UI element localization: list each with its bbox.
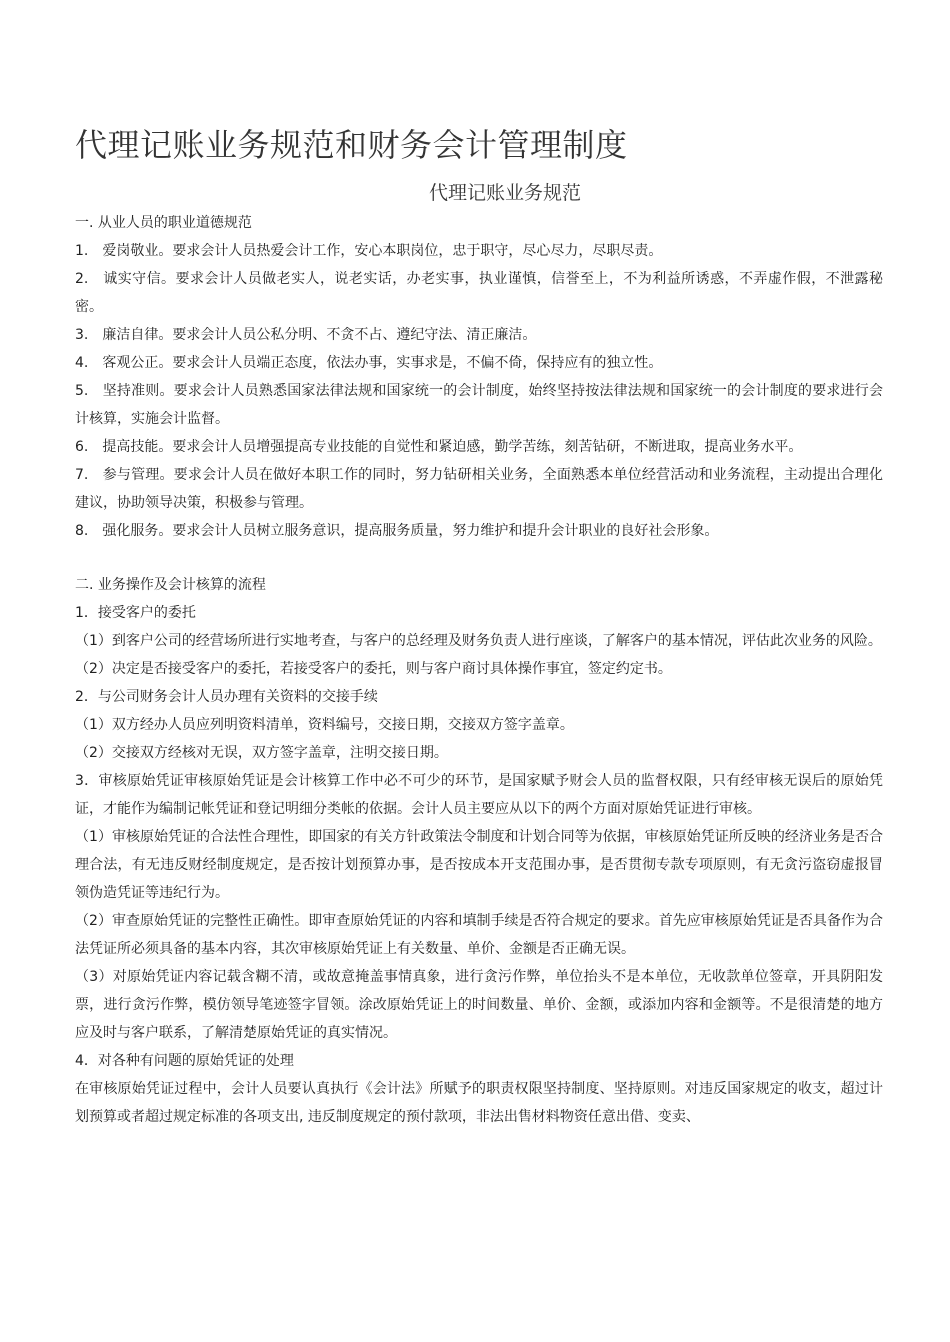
paragraph: 2. 诚实守信。要求会计人员做老实人，说老实话，办老实事，执业谨慎，信誉至上，不为利益所诱惑，不弄虚作假，不泄露秘密。 <box>75 271 883 315</box>
paragraph: （1）审核原始凭证的合法性合理性，即国家的有关方针政策法令制度和计划合同等为依据，审核原始凭证所反映的经济业务是否合理合法，有无违反财经制度规定，是否按计划预算办事，是否按成本开支范围办事，是否贯彻专款专项原则，有无贪污盗窃虚报冒领伪造凭证等违纪行为。 <box>75 829 883 901</box>
subheading: 1．接受客户的委托 <box>75 605 196 621</box>
paragraph: 8. 强化服务。要求会计人员树立服务意识，提高服务质量，努力维护和提升会计职业的良好社会形象。 <box>75 523 719 539</box>
document-title: 代理记账业务规范和财务会计管理制度 <box>75 126 628 164</box>
document-subtitle: 代理记账业务规范 <box>428 182 581 204</box>
paragraph: 1. 爱岗敬业。要求会计人员热爱会计工作，安心本职岗位，忠于职守，尽心尽力，尽职尽责。 <box>75 243 663 259</box>
paragraph: 3. 廉洁自律。要求会计人员公私分明、不贪不占、遵纪守法、清正廉洁。 <box>75 327 537 343</box>
paragraph: （2）交接双方经核对无误，双方签字盖章，注明交接日期。 <box>75 745 448 761</box>
section-heading-workflow: 二. 业务操作及会计核算的流程 <box>75 577 266 593</box>
paragraph: 5. 坚持准则。要求会计人员熟悉国家法律法规和国家统一的会计制度，始终坚持按法律法规和国家统一的会计制度的要求进行会计核算，实施会计监督。 <box>75 383 883 427</box>
paragraph: （3）对原始凭证内容记载含糊不清，或故意掩盖事情真象，进行贪污作弊，单位抬头不是本单位，无收款单位签章，开具阴阳发票，进行贪污作弊，模仿领导笔迹签字冒领。涂改原始凭证上的时间数量、单价、金额，或添加内容和金额等。不是很清楚的地方应及时与客户联系，了解清楚原始凭证的真实情况。 <box>75 969 883 1041</box>
paragraph: （2）决定是否接受客户的委托，若接受客户的委托，则与客户商讨具体操作事宜，签定约定书。 <box>75 661 672 677</box>
paragraph: （1）到客户公司的经营场所进行实地考查，与客户的总经理及财务负责人进行座谈，了解客户的基本情况，评估此次业务的风险。 <box>75 633 882 649</box>
paragraph: 4. 客观公正。要求会计人员端正态度，依法办事，实事求是，不偏不倚，保持应有的独立性。 <box>75 355 663 371</box>
section-spacer <box>75 545 883 571</box>
paragraph: 6. 提高技能。要求会计人员增强提高专业技能的自觉性和紧迫感，勤学苦练，刻苦钻研，不断进取，提高业务水平。 <box>75 439 803 455</box>
document-body <box>75 209 883 1131</box>
paragraph: （2）审查原始凭证的完整性正确性。即审查原始凭证的内容和填制手续是否符合规定的要求。首先应审核原始凭证是否具备作为合法凭证所必须具备的基本内容，其次审核原始凭证上有关数量、单价、金额是否正确无误。 <box>75 913 883 957</box>
paragraph: 7. 参与管理。要求会计人员在做好本职工作的同时，努力钻研相关业务，全面熟悉本单位经营活动和业务流程，主动提出合理化建议，协助领导决策，积极参与管理。 <box>75 467 883 511</box>
paragraph: 在审核原始凭证过程中，会计人员要认真执行《会计法》所赋予的职责权限坚持制度、坚持原则。对违反国家规定的收支，超过计划预算或者超过规定标准的各项支出, 违反制度规定的预付款项，非法出售材料物资任意出借、变卖、 <box>75 1081 883 1125</box>
section-heading-ethics: 一. 从业人员的职业道德规范 <box>75 215 252 231</box>
paragraph: （1）双方经办人员应列明资料清单，资料编号，交接日期，交接双方签字盖章。 <box>75 717 574 733</box>
subheading: 4．对各种有问题的原始凭证的处理 <box>75 1053 294 1069</box>
subheading: 2．与公司财务会计人员办理有关资料的交接手续 <box>75 689 378 705</box>
paragraph: 3．审核原始凭证审核原始凭证是会计核算工作中必不可少的环节，是国家赋予财会人员的监督权限，只有经审核无误后的原始凭证，才能作为编制记帐凭证和登记明细分类帐的依据。会计人员主要应从以下的两个方面对原始凭证进行审核。 <box>75 773 883 817</box>
